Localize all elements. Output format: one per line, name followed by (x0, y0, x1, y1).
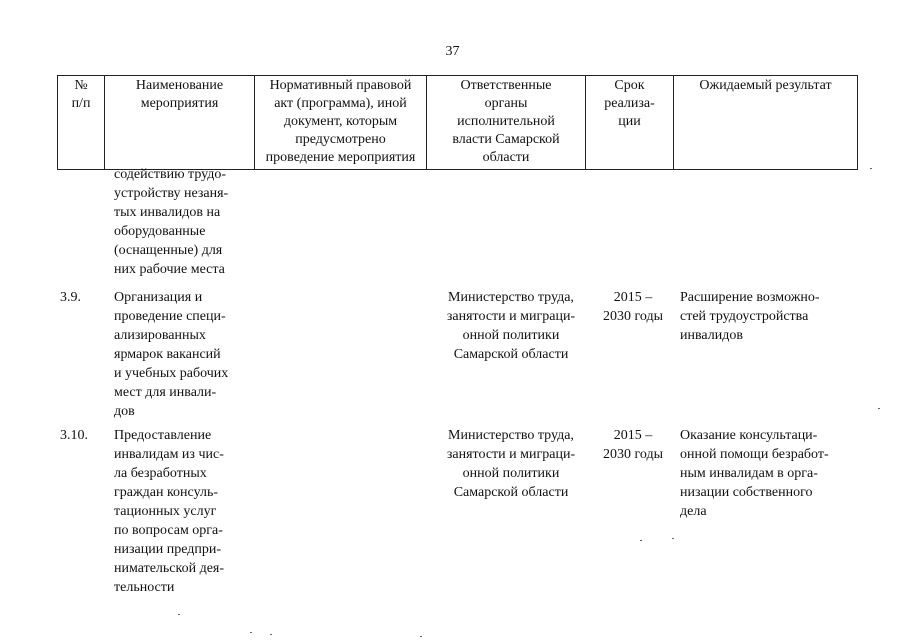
header-row (58, 76, 858, 170)
row-3-10-term: 2015 – 2030 годы (602, 428, 664, 462)
row-3-9-responsible: Министерство труда, занятости и миграци- онной политики Самарской области (446, 290, 576, 362)
scan-speck (870, 168, 872, 169)
header-responsible-bodies: Ответственные органы исполнительной власти Самарской области (427, 76, 586, 170)
page-number: 37 (445, 44, 460, 59)
table-header (57, 75, 858, 170)
row-3-9-number: 3.9. (60, 290, 81, 305)
header-event-name: Наименование мероприятия (105, 76, 255, 170)
scan-speck (270, 634, 272, 635)
scan-speck (420, 636, 422, 637)
header-term: Срок реализа- ции (586, 76, 674, 170)
row-3-9-name: Организация и проведение специ- ализированных ярмарок вакансий и учебных рабочих мест для инвали- дов (114, 290, 229, 419)
scan-speck (178, 614, 180, 615)
scan-speck (878, 408, 880, 409)
header-expected-result: Ожидаемый результат (674, 76, 858, 170)
scan-speck (250, 632, 252, 633)
scan-speck (672, 538, 674, 539)
row-3-9-result: Расширение возможно- стей трудоустройства инвалидов (680, 290, 820, 343)
scan-speck (640, 540, 642, 541)
row-3-10-number: 3.10. (60, 428, 88, 443)
row-3-10-name: Предоставление инвалидам из чис- ла безработных граждан консуль- тационных услуг по вопросам орга- низации предпри- нимательской дея- тельности (114, 428, 225, 595)
row-3-10-responsible: Министерство труда, занятости и миграци- онной политики Самарской области (446, 428, 576, 500)
header-legal-act: Нормативный правовой акт (программа), иной документ, которым предусмотрено проведение мероприятия (255, 76, 427, 170)
row-3-9-term: 2015 – 2030 годы (602, 290, 664, 324)
row-continuation-name: содействию трудо- устройству незаня- тых инвалидов на оборудованные (оснащенные) для них рабочие места (114, 167, 229, 277)
header-number: № п/п (58, 76, 105, 170)
row-3-10-result: Оказание консультаци- онной помощи безработ- ным инвалидам в орга- низации собственного дела (680, 428, 829, 519)
